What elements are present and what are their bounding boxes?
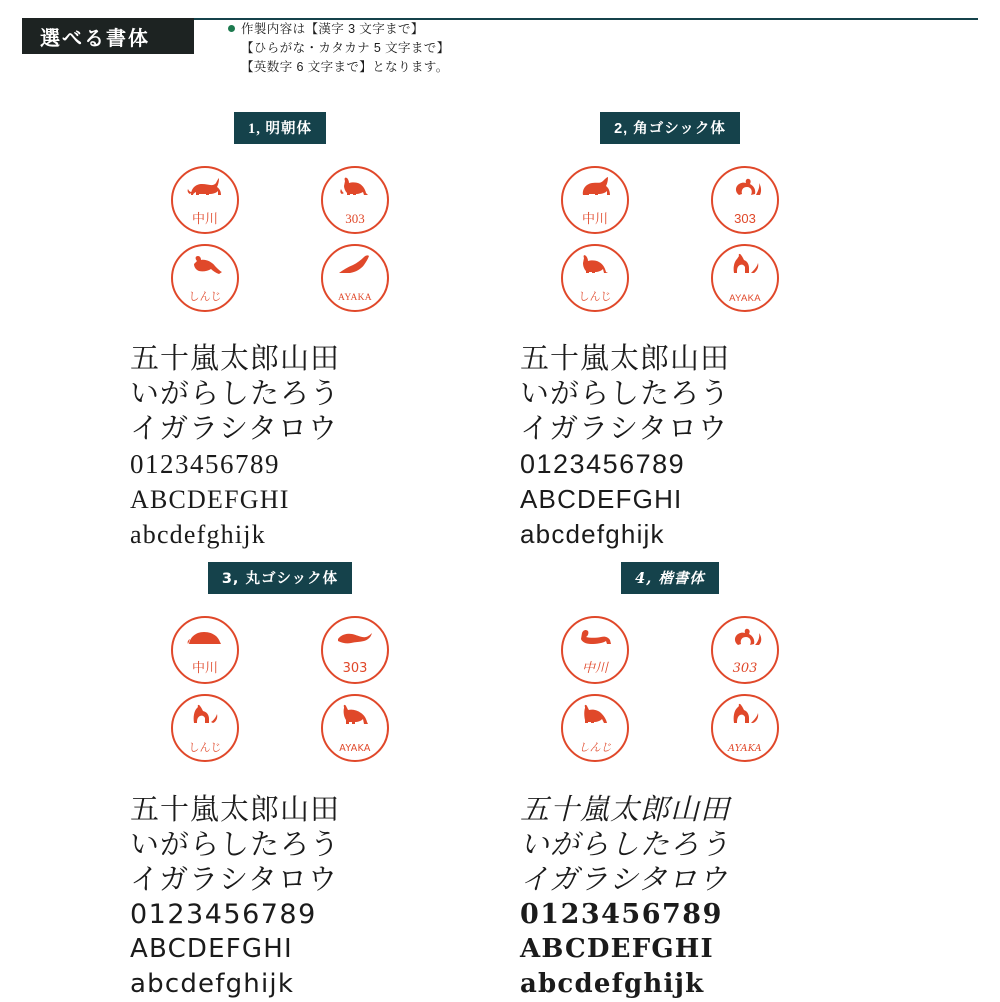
sample-hiragana: いがらしたろう — [520, 827, 731, 861]
stamp-preview — [561, 166, 629, 234]
stamp-text: 303 — [342, 661, 368, 676]
fox-icon — [335, 625, 375, 651]
bullet-icon — [228, 25, 235, 32]
font-block-1-label-row — [130, 112, 430, 144]
dog-icon — [335, 175, 375, 201]
sample-hiragana: いがらしたろう — [130, 827, 341, 861]
font-block-4-label-row — [520, 562, 820, 594]
stamp-preview — [561, 694, 629, 762]
font-block-4-samples — [520, 792, 860, 1002]
hedgehog-icon — [185, 625, 225, 651]
font-block-3-label-row — [130, 562, 430, 594]
stamp-text: しんじ — [188, 741, 222, 754]
note-line-2: 【ひらがな・カタカナ 5 文字まで】 — [241, 41, 450, 55]
sample-kanji: 五十嵐太郎山田 — [520, 343, 731, 375]
sample-digits: 0123456789 — [520, 899, 723, 930]
stamp-preview — [171, 616, 239, 684]
note-line-3: 【英数字 6 文字まで】となります。 — [241, 60, 449, 74]
font-block-3-samples — [130, 792, 470, 1002]
cat-sitting-icon — [725, 703, 765, 729]
font-block-2 — [520, 112, 960, 552]
stamp-preview — [561, 244, 629, 312]
dachshund-icon — [575, 625, 615, 651]
stamp-preview — [321, 694, 389, 762]
sample-uppercase: ABCDEFGHI — [130, 934, 293, 964]
font-block-2-label-row — [520, 112, 820, 144]
stamp-preview — [711, 694, 779, 762]
page-header — [22, 18, 978, 80]
stamp-text: 303 — [734, 211, 756, 226]
font-block-1 — [130, 112, 570, 552]
page-title: 選べる書体 — [22, 18, 194, 54]
sample-katakana: イガラシタロウ — [520, 413, 728, 445]
stamp-preview — [321, 616, 389, 684]
dog-standing-icon — [335, 703, 375, 729]
stamp-text: しんじ — [578, 741, 612, 754]
font-block-1-samples — [130, 342, 470, 552]
font-block-1-stamps — [130, 166, 430, 312]
dog-standing-icon — [575, 703, 615, 729]
sample-kanji: 五十嵐太郎山田 — [130, 792, 341, 826]
stamp-preview — [171, 244, 239, 312]
sample-uppercase: ABCDEFGHI — [520, 934, 714, 964]
font-block-1-label: 1, 明朝体 — [234, 112, 326, 144]
stamp-preview — [711, 166, 779, 234]
stamp-preview — [171, 694, 239, 762]
stamp-text: AYAKA — [339, 742, 371, 754]
font-block-4-label: 4, 楷書体 — [621, 562, 719, 594]
stamp-text: AYAKA — [729, 292, 761, 304]
sample-hiragana: いがらしたろう — [520, 378, 731, 410]
font-block-3 — [130, 562, 570, 1002]
stamp-preview — [711, 616, 779, 684]
sample-digits: 0123456789 — [130, 899, 317, 930]
stamp-preview — [711, 244, 779, 312]
stamp-text: AYAKA — [338, 292, 372, 303]
font-block-2-label: 2, 角ゴシック体 — [600, 112, 740, 144]
dog-icon — [575, 253, 615, 279]
stamp-text: 303 — [345, 211, 365, 226]
font-block-4 — [520, 562, 960, 1002]
note-text-1: 作製内容は【漢字 3 文字まで】 — [241, 22, 424, 36]
font-block-2-samples — [520, 342, 860, 552]
sample-lowercase: abcdefghijk — [130, 520, 266, 549]
note-line-1 — [228, 20, 450, 39]
font-block-3-stamps — [130, 616, 430, 762]
font-block-3-label: 3, 丸ゴシック体 — [208, 562, 352, 594]
squirrel-icon — [725, 175, 765, 201]
stamp-text: しんじ — [578, 291, 612, 303]
font-block-2-stamps — [520, 166, 820, 312]
stamp-text: 中川 — [581, 211, 608, 226]
sample-kanji: 五十嵐太郎山田 — [520, 792, 731, 826]
otter-icon — [185, 253, 225, 279]
sample-lowercase: abcdefghijk — [130, 969, 295, 999]
sample-lowercase: abcdefghijk — [520, 969, 705, 999]
sample-digits: 0123456789 — [130, 449, 280, 479]
sample-lowercase: abcdefghijk — [520, 519, 665, 549]
stamp-text: 中川 — [581, 661, 608, 676]
cat-icon — [185, 175, 225, 201]
stamp-preview — [321, 244, 389, 312]
stamp-preview — [561, 616, 629, 684]
stamp-text: 中川 — [191, 661, 218, 676]
stamp-preview — [171, 166, 239, 234]
cat-icon — [185, 703, 225, 729]
sample-kanji: 五十嵐太郎山田 — [130, 343, 341, 375]
sample-katakana: イガラシタロウ — [520, 862, 728, 896]
font-block-4-stamps — [520, 616, 820, 762]
sample-uppercase: ABCDEFGHI — [130, 485, 290, 514]
bird-icon — [335, 253, 375, 279]
sample-hiragana: いがらしたろう — [130, 378, 341, 410]
stamp-text: しんじ — [188, 291, 222, 303]
cat-sitting-icon — [725, 253, 765, 279]
stamp-preview — [321, 166, 389, 234]
stamp-text: 303 — [732, 661, 758, 676]
header-notes — [228, 20, 450, 77]
sample-katakana: イガラシタロウ — [130, 862, 338, 896]
stamp-text: 中川 — [191, 211, 218, 226]
sample-katakana: イガラシタロウ — [130, 413, 338, 445]
stamp-text: AYAKA — [728, 742, 762, 754]
sample-digits: 0123456789 — [520, 449, 686, 479]
cat-icon — [575, 175, 615, 201]
squirrel-icon — [725, 625, 765, 651]
sample-uppercase: ABCDEFGHI — [520, 484, 683, 514]
